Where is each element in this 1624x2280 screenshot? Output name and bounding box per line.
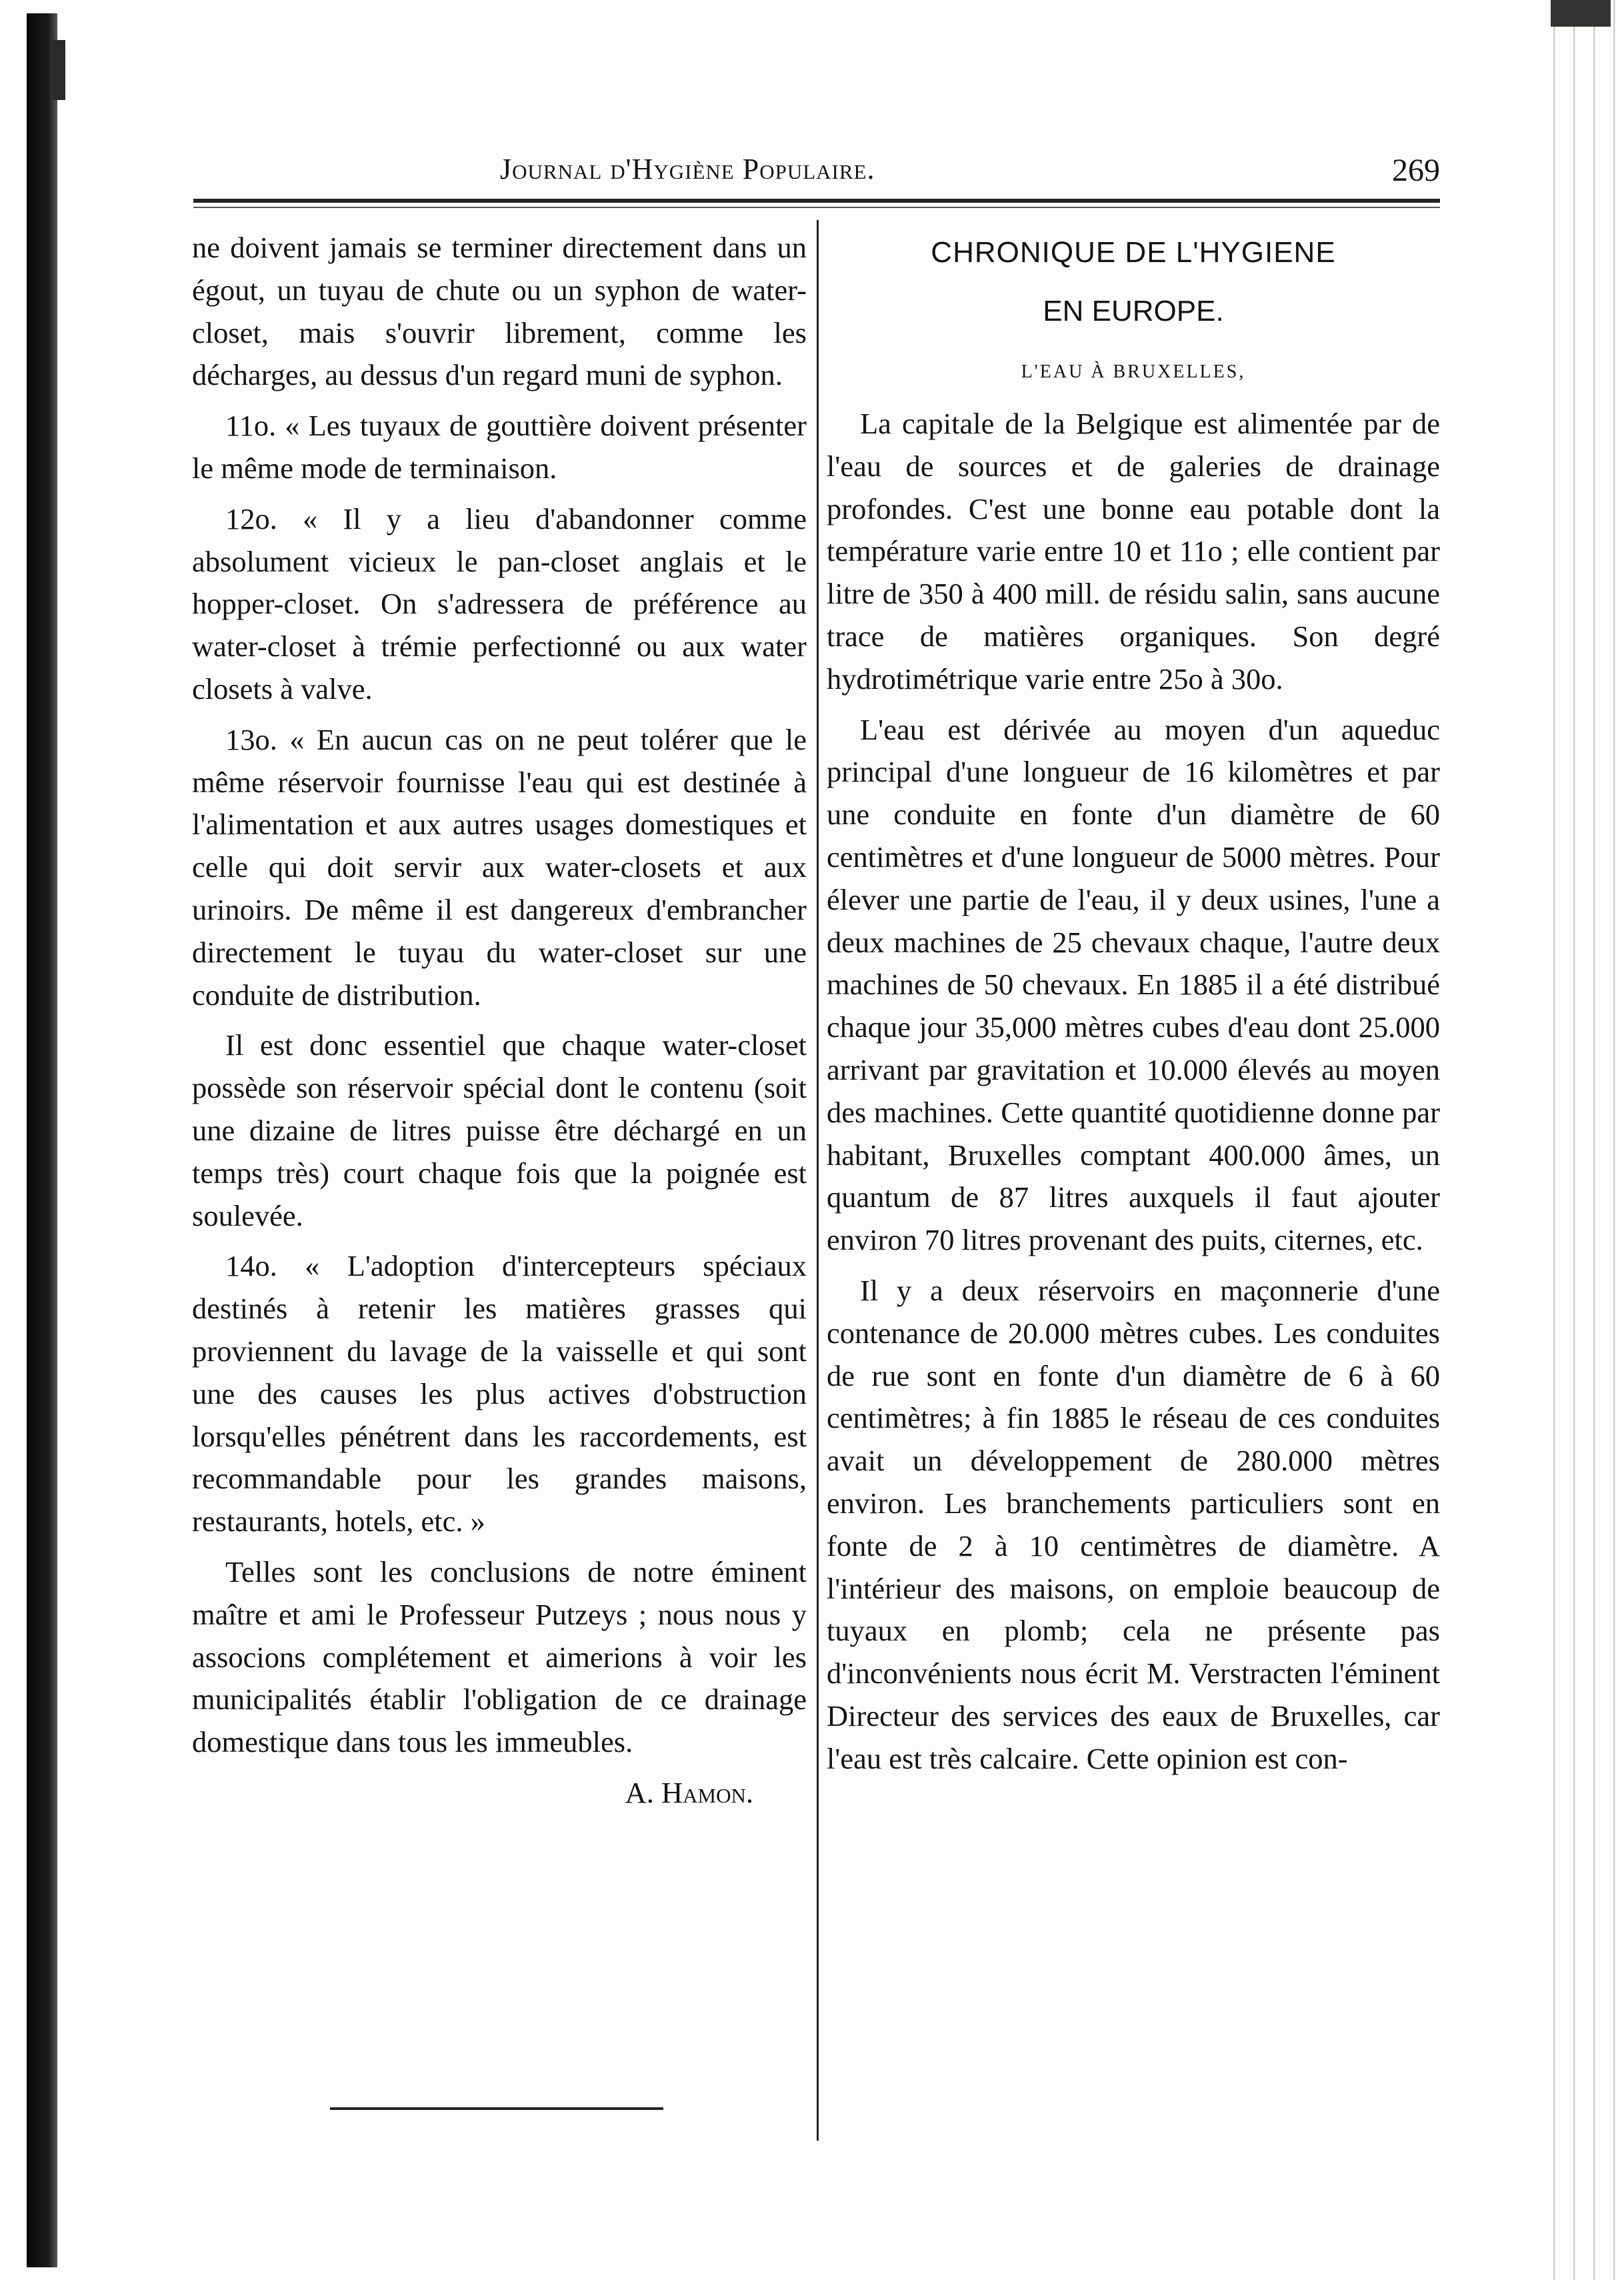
paragraph: L'eau est dérivée au moyen d'un aqueduc principal d'une longueur de 16 kilomètres et par une conduite en fonte d'un diamètre de 60 centimètres et d'une longueur de 5000 mètres. Pour élever une partie de l'eau, il y deux usines, l'une a deux machines de 25 chevaux chaque, l'autre deux machines de 50 chevaux. En 1885 il a été distribué chaque jour 35,000 mètres cubes d'eau dont 25.000 arrivant par gravitation et 10.000 élevés au moyen des machines. Cette quantité quotidienne donne par habitant, Bruxelles comptant 400.000 âmes, un quantum de 87 litres auxquels il faut ajouter environ 70 litres provenant des puits, citernes, etc. (827, 712, 1440, 1257)
section-title: CHRONIQUE DE L'HYGIENE (931, 236, 1336, 269)
page-edge-corner (1551, 0, 1611, 27)
paragraph: Il est donc essentiel que chaque water-closet possède son réservoir spécial dont le contenu (soit une dizaine de litres puisse être déchargé en un temps très) court chaque fois que la poignée est soulevée. (192, 1028, 807, 1232)
paragraph: Telles sont les conclusions de notre éminent maître et ami le Professeur Putzeys ; nous nous y associons complétement et aimerions à voir les municipalités établir l'obligation de ce drainage domestique dans tous les immeubles. (192, 1554, 807, 1759)
page-edge-artifact (1544, 0, 1624, 2280)
paragraph: 11o. « Les tuyaux de gouttière doivent présenter le même mode de terminaison. (192, 409, 807, 485)
paragraph: Il y a deux réservoirs en maçonnerie d'une contenance de 20.000 mètres cubes. Les conduites de rue sont en fonte d'un diamètre de 6 à 60 centimètres; à fin 1885 le réseau de ces conduites avait un développement de 280.000 mètres environ. Les branchements particuliers sont en fonte de 2 à 10 centimètres de diamètre. A l'intérieur des maisons, on emploie beaucoup de tuyaux en plomb; cela ne présente pas d'inconvénients nous écrit M. Verstracten l'éminent Directeur des services des eaux de Bruxelles, car l'eau est très calcaire. Cette opinion est con- (827, 1273, 1440, 1775)
paragraph: ne doivent jamais se terminer directement dans un égout, un tuyau de chute ou un syphon de water-closet, mais s'ouvrir librement, comme les décharges, au dessus d'un regard muni de syphon. (192, 231, 807, 392)
column-divider (817, 220, 819, 2141)
spine-notch (52, 40, 65, 100)
left-column (192, 227, 807, 1823)
running-title: Journal d'Hygiène Populaire. (500, 153, 875, 185)
book-spine-shadow (27, 13, 57, 2267)
article-end-rule (330, 2107, 663, 2110)
right-column (827, 227, 1440, 1789)
paragraph: 14o. « L'adoption d'intercepteurs spéciaux destinés à retenir les matières grasses qui proviennent du lavage de la vaisselle et qui sont une des causes les plus actives d'obstruction lorsqu'elles pénétrent dans les raccordements, est recommandable pour les grandes maisons, restaurants, hotels, etc. » (192, 1249, 807, 1538)
paragraph: La capitale de la Belgique est alimentée par de l'eau de sources et de galeries de drainage profondes. C'est une bonne eau potable dont la température varie entre 10 et 11o ; elle contient par litre de 350 à 400 mill. de résidu salin, sans aucune trace de matières organiques. Son degré hydrotimétrique varie entre 25o à 30o. (827, 407, 1440, 696)
paragraph: 12o. « Il y a lieu d'abandonner comme absolument vicieux le pan-closet anglais et le hopper-closet. On s'adressera de préférence au water-closet à trémie perfectionné ou aux water closets à valve. (192, 501, 807, 706)
section-title-continued: EN EUROPE. (1043, 295, 1224, 327)
page-header (193, 152, 1440, 196)
author-signature: A. Hamon. (625, 1775, 753, 1809)
paragraph: 13o. « En aucun cas on ne peut tolérer que le même réservoir fournisse l'eau qui est destinée à l'alimentation et aux autres usages domestiques et celle qui doit servir aux water-closets et aux urinoirs. De même il est dangereux d'embrancher directement le tuyau du water-closet sur une conduite de distribution. (192, 722, 807, 1012)
article-subtitle: L'EAU À BRUXELLES, (1021, 361, 1246, 382)
header-rule (193, 199, 1440, 203)
page-number: 269 (1392, 153, 1440, 188)
header-rule-thin (193, 207, 1440, 208)
